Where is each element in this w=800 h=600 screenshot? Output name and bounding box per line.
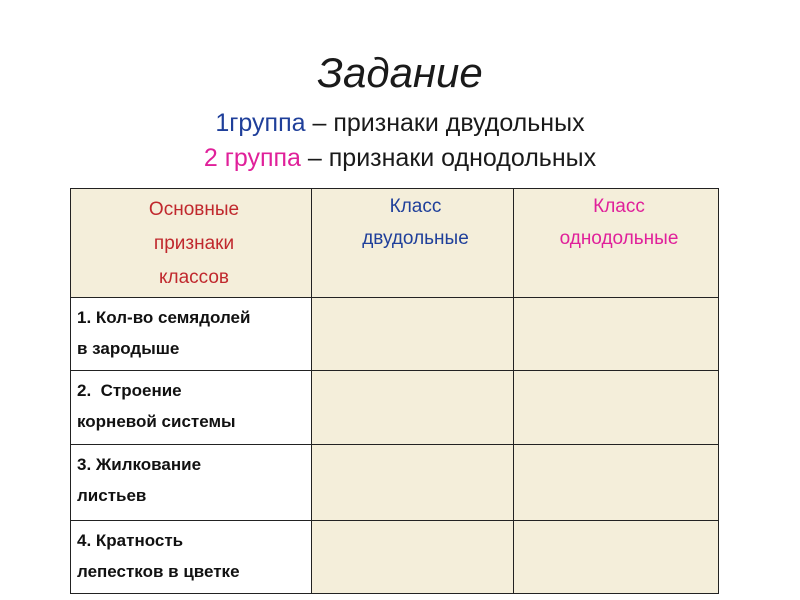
header-monocots — [514, 189, 719, 298]
header-dicots — [312, 189, 514, 298]
row-feature-line: 4. Кратность — [77, 531, 184, 550]
group-2-text: – признаки однодольных — [300, 144, 597, 172]
row-feature-label — [71, 445, 312, 521]
row-feature-line: корневой системы — [77, 412, 236, 431]
group-1-line — [0, 108, 800, 138]
row-feature-label — [71, 298, 312, 371]
header-monocots-line: Класс — [593, 196, 645, 217]
header-dicots-line: двудольные — [362, 228, 469, 249]
monocots-cell[interactable] — [514, 445, 719, 521]
dicots-cell[interactable] — [312, 298, 514, 371]
group-1-text: – признаки двудольных — [305, 109, 585, 137]
dicots-cell[interactable] — [312, 371, 514, 445]
group-1-label: 1группа — [215, 109, 306, 137]
header-monocots-line: однодольные — [559, 228, 679, 249]
row-feature-line: лепестков в цветке — [77, 562, 240, 581]
row-feature-line: 2. Строение — [77, 381, 182, 400]
row-feature-line: 3. Жилкование — [77, 455, 202, 474]
table-row — [71, 521, 719, 594]
monocots-cell[interactable] — [514, 371, 719, 445]
row-feature-line: 1. Кол-во семядолей — [77, 308, 251, 327]
header-features — [71, 189, 312, 298]
monocots-cell[interactable] — [514, 521, 719, 594]
header-features-line: классов — [158, 267, 230, 288]
row-feature-label — [71, 521, 312, 594]
table-row — [71, 298, 719, 371]
monocots-cell[interactable] — [514, 298, 719, 371]
header-features-line: признаки — [153, 233, 235, 254]
table-row — [71, 445, 719, 521]
header-features-line: Основные — [148, 199, 240, 220]
table-row — [71, 371, 719, 445]
row-feature-line: листьев — [77, 486, 147, 505]
row-feature-label — [71, 371, 312, 445]
row-feature-line: в зародыше — [77, 339, 180, 358]
header-dicots-line: Класс — [389, 196, 442, 217]
page-title: Задание — [317, 49, 483, 96]
dicots-cell[interactable] — [312, 521, 514, 594]
dicots-cell[interactable] — [312, 445, 514, 521]
group-2-label: 2 группа — [203, 144, 301, 172]
group-2-line — [0, 143, 800, 173]
comparison-table — [70, 188, 719, 594]
table-header-row — [71, 189, 719, 298]
